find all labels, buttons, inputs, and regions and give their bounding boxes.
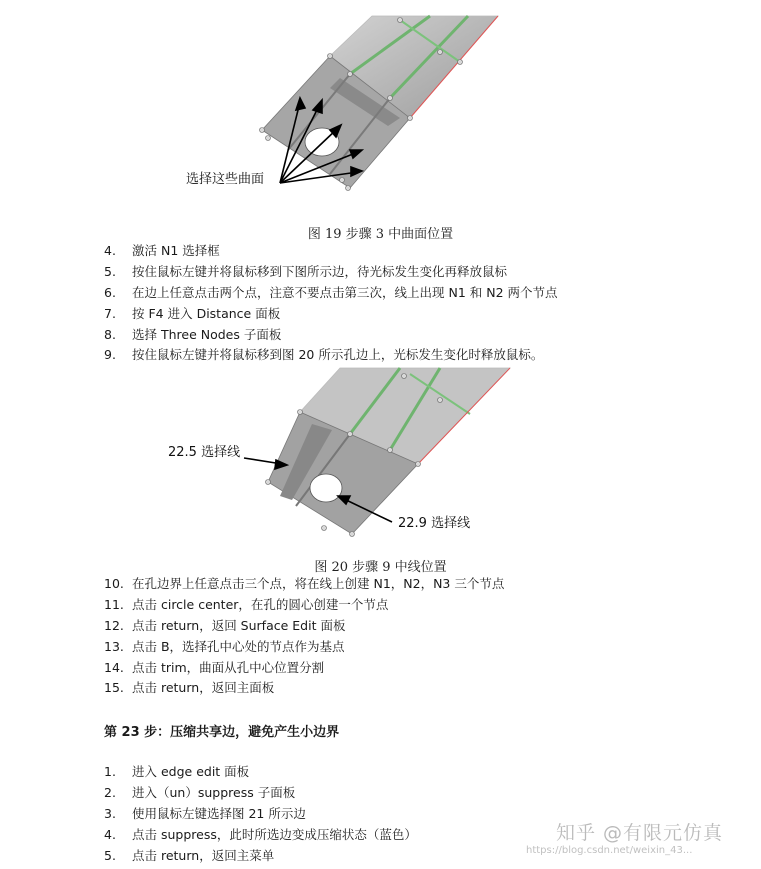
figure-20-label-left: 22.5 选择线 (168, 445, 241, 460)
list-item: 11. 点击 circle center，在孔的圆心创建一个节点 (104, 596, 389, 612)
list-item: 4. 激活 N1 选择框 (104, 243, 220, 258)
figure-19-caption: 图 19 步骤 3 中曲面位置 (307, 227, 454, 242)
watermark: 知乎 @有限元仿真 (556, 822, 724, 844)
list-item: 9. 按住鼠标左键并将鼠标移到图 20 所示孔边上，光标发生变化时释放鼠标。 (104, 347, 544, 363)
list-item: 5. 点击 return，返回主菜单 (104, 847, 275, 863)
list-item: 8. 选择 Three Nodes 子面板 (104, 326, 282, 342)
figure-20-caption: 图 20 步骤 9 中线位置 (314, 560, 447, 575)
figure-19-model (0, 0, 761, 212)
figure-20-label-right: 22.9 选择线 (398, 516, 471, 531)
list-item: 10. 在孔边界上任意点击三个点，将在线上创建 N1，N2，N3 三个节点 (104, 576, 505, 591)
list-item: 5. 按住鼠标左键并将鼠标移到下图所示边，待光标发生变化再释放鼠标 (104, 263, 508, 279)
list-item: 13. 点击 B，选择孔中心处的节点作为基点 (104, 638, 345, 654)
list-item: 1. 进入 edge edit 面板 (104, 764, 250, 779)
list-item: 7. 按 F4 进入 Distance 面板 (104, 305, 281, 321)
list-item: 6. 在边上任意点击两个点，注意不要点击第三次，线上出现 N1 和 N2 两个节点 (104, 284, 558, 300)
list-item: 2. 进入（un）suppress 子面板 (104, 784, 296, 800)
list-item: 4. 点击 suppress，此时所选边变成压缩状态（蓝色） (104, 826, 417, 842)
figure-20-model (0, 364, 761, 550)
list-item: 15. 点击 return，返回主面板 (104, 680, 275, 696)
list-item: 12. 点击 return，返回 Surface Edit 面板 (104, 617, 346, 633)
section-heading: 第 23 步：压缩共享边，避免产生小边界 (104, 725, 340, 740)
list-item: 3. 使用鼠标左键选择图 21 所示边 (104, 805, 306, 821)
figure-19 (0, 0, 761, 212)
steps-list-a (104, 241, 744, 366)
steps-list-b (104, 574, 744, 699)
list-item: 14. 点击 trim，曲面从孔中心位置分割 (104, 659, 325, 675)
figure-19-label: 选择这些曲面 (186, 172, 265, 187)
watermark-url: https://blog.csdn.net/weixin_43... (526, 845, 693, 856)
figure-20 (0, 364, 761, 550)
